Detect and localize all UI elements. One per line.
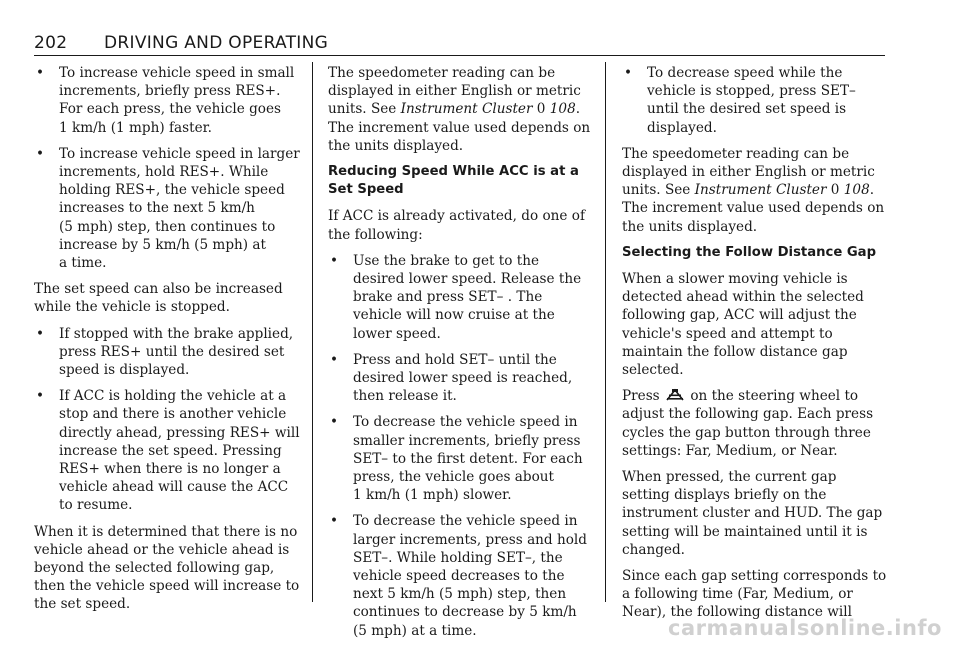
page-ref-arrow-icon: 0 [830,182,840,199]
list-item [34,325,300,380]
list-item [34,145,300,272]
paragraph: If ACC is already activated, do one of the following: [328,208,586,243]
cross-reference-page[interactable]: 108 [843,182,870,199]
watermark: carmanualsonline.info [668,616,942,640]
bullet-icon: • [36,388,45,405]
bullet-icon: • [330,513,339,530]
bullet-text-cont: next 5 km/h (5 mph) step, then continues to decrease by 5 km/h (5 mph) at a time. [353,586,577,639]
paragraph-text: The speedometer reading can be displayed in either English or metric units. See [328,65,581,118]
follow-gap-icon [664,388,686,402]
bullet-text: Use the brake to get to the desired lower speed. Release the brake and press SET– . The vehicle will now cruise at the lower speed. [353,252,582,342]
paragraph-text: The speedometer reading can be displayed in either English or metric units. See [622,145,875,199]
bullet-text: To increase vehicle speed in larger increments, hold RES+. While holding RES+, the vehicle speed increases to the next 5 km/h [59,145,300,217]
paragraph: Since each gap setting corresponds to a following time (Far, Medium, or Near), the following distance will [622,568,887,621]
bullet-text-end: a time. [59,255,107,272]
column-divider-1 [312,62,313,602]
list-item [622,64,888,137]
cross-reference-page[interactable]: 108 [549,101,576,118]
list-item [328,512,592,639]
bullet-icon: • [36,65,45,81]
column-2 [328,64,592,648]
bullet-text-cont: 1 km/h (1 mph) slower. [353,487,512,504]
section-heading: Selecting the Follow Distance Gap [622,244,877,260]
bullet-text-cont: 1 km/h (1 mph) faster. [59,119,212,136]
paragraph: When a slower moving vehicle is detected ahead within the selected following gap, ACC will adjust the vehicle's speed and attempt to maintain the follow distance gap selected. [622,271,864,379]
paragraph: When pressed, the current gap setting displays briefly on the instrument cluster and HUD. The gap setting will be maintained until it is changed. [622,469,883,558]
column-1 [34,64,300,622]
page-header [34,30,885,56]
paragraph [622,387,888,460]
cross-reference-link[interactable]: Instrument Cluster [400,101,533,118]
bullet-text: To decrease the vehicle speed in larger increments, press and hold SET–. While holding SET–, the vehicle speed decreases to the [353,513,587,585]
bullet-text: To decrease speed while the vehicle is stopped, press SET– until the desired set speed is displayed. [647,65,856,136]
section-title: DRIVING AND OPERATING [104,33,329,53]
paragraph-text-cont: The increment value used depends on the units displayed. [328,119,591,154]
bullet-text: If stopped with the brake applied, press RES+ until the desired set speed is displayed. [59,325,294,379]
column-divider-2 [605,62,606,602]
bullet-text-cont: (5 mph) step, then continues to increase by 5 km/h (5 mph) at [59,218,276,253]
column-3 [622,64,888,630]
paragraph: The set speed can also be increased while the vehicle is stopped. [34,281,283,316]
page-ref-arrow-icon: 0 [536,101,546,118]
page-number: 202 [34,33,68,53]
list-item [328,252,592,343]
bullet-text: Press and hold SET– until the desired lower speed is reached, then release it. [353,351,573,405]
bullet-text: To decrease the vehicle speed in smaller increments, briefly press SET– to the first detent. For each press, the vehicle goes about [353,414,583,486]
paragraph-text-cont: The increment value used depends on the units displayed. [622,200,885,235]
paragraph: When it is determined that there is no vehicle ahead or the vehicle ahead is beyond the selected following gap, then the vehicle speed will increase to the set speed. [34,523,300,613]
list-item [328,413,592,504]
list-item [34,387,300,514]
paragraph-text-cont: on the steering wheel to adjust the following gap. Each press cycles the gap button through three settings: Far, Medium, or Near. [622,388,874,459]
bullet-text: If ACC is holding the vehicle at a stop and there is another vehicle directly ahead, pressing RES+ will increase the set speed. Pressing RES+ when there is no longer a vehicle ahead will cause the ACC to resume. [59,388,300,514]
bullet-icon: • [36,145,45,162]
paragraph: The speedometer reading can be displayed in either English or metric units. See Instrument Cluster 0 108. The increment value used depends on the units displayed. [622,145,885,235]
bullet-icon: • [330,252,339,269]
cross-reference-link[interactable]: Instrument Cluster [694,182,827,199]
bullet-text: To increase vehicle speed in small increments, briefly press RES+. For each press, the vehicle goes [59,65,295,118]
section-heading: Reducing Speed While ACC is at a Set Speed [328,164,579,198]
paragraph-text: Press [622,388,660,405]
bullet-icon: • [36,325,45,342]
bullet-icon: • [624,65,633,81]
bullet-icon: • [330,414,339,431]
bullet-icon: • [330,351,339,368]
list-item [328,351,592,406]
paragraph: The speedometer reading can be displayed in either English or metric units. See Instrument Cluster 0 108. The increment value used depends on the units displayed. [328,65,591,154]
list-item [34,64,300,137]
